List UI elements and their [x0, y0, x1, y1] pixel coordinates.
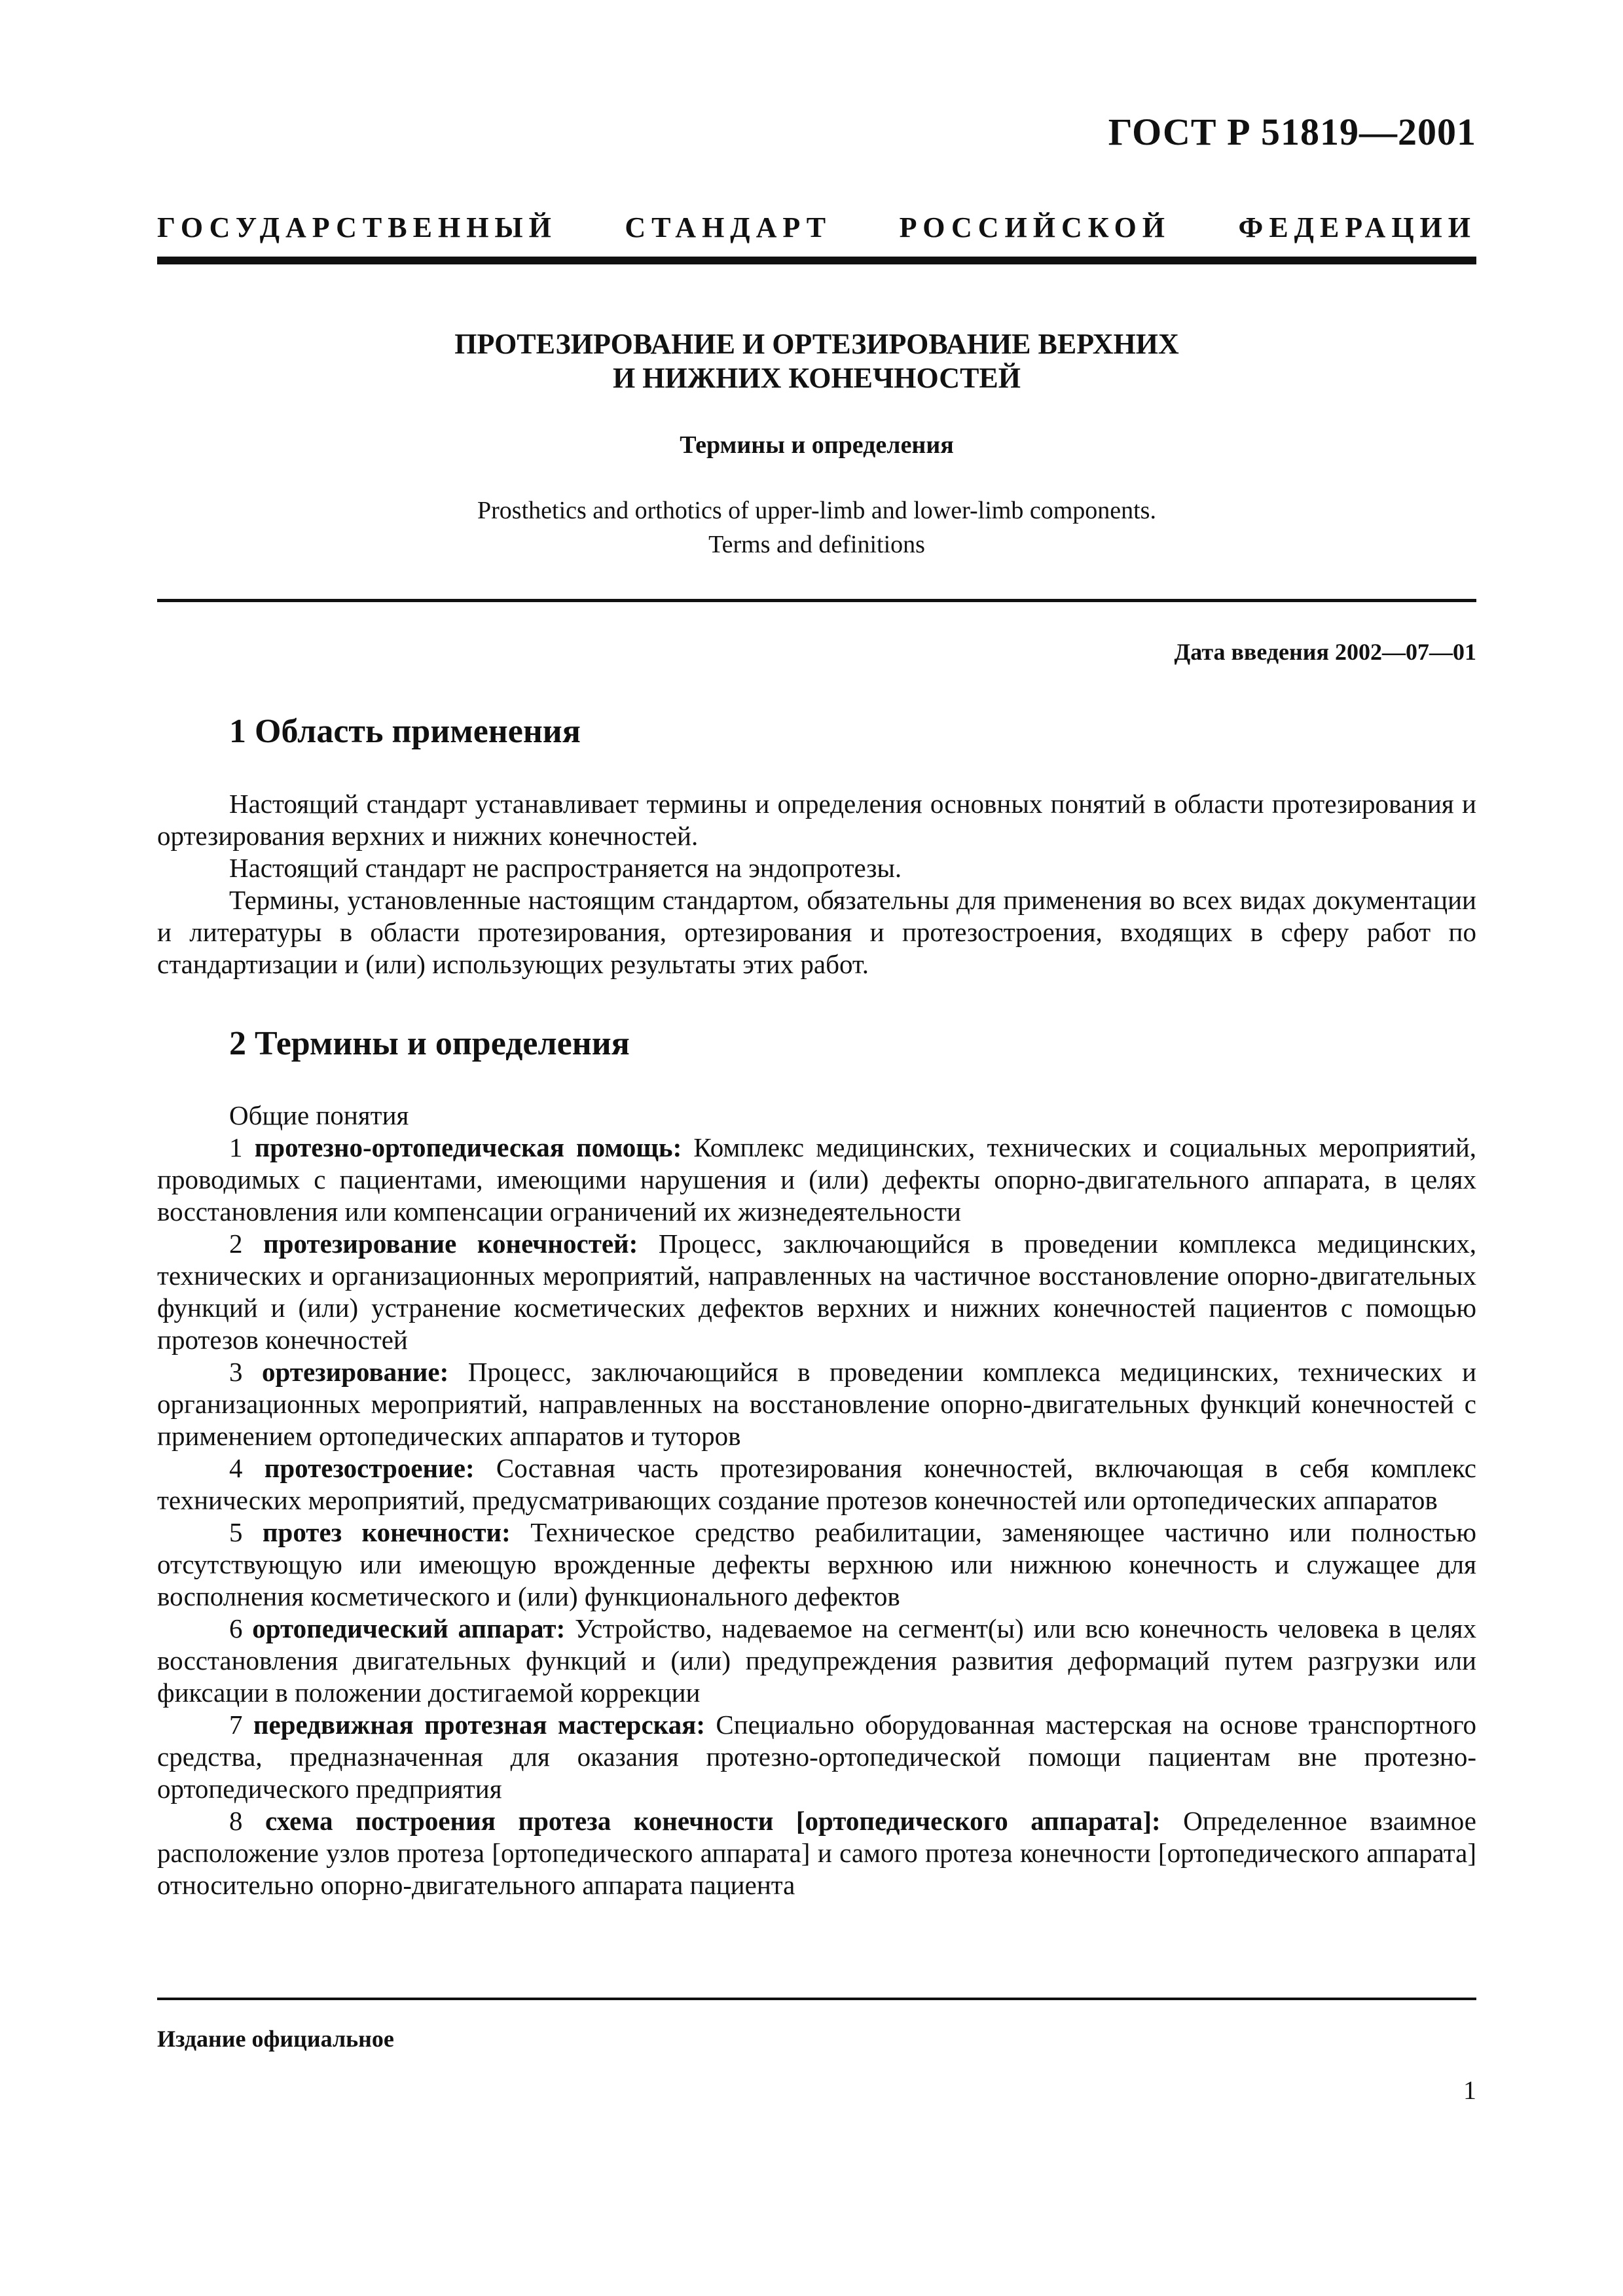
section-2-body: [157, 1100, 1476, 1901]
subtitle: Термины и определения: [680, 431, 954, 459]
term-definition: Процесс, заключающийся в проведении комплекса медицинских, технических и организационных мероприятий, направленных на восстановление опорно-двигательных функций конечностей с применением ортопедических аппаратов и туторов: [157, 1357, 1477, 1451]
english-title-line-2: Terms and definitions: [708, 531, 925, 558]
term-number: 1: [229, 1132, 243, 1162]
intro-date: Дата введения 2002—07—01: [1174, 639, 1476, 665]
term-entry: [157, 1228, 1476, 1356]
term-definition: Устройство, надеваемое на сегмент(ы) или всю конечность человека в целях восстановления двигательных функций и (или) предупреждения развития деформаций путем разгрузки или фиксации в положении достигаемой коррекции: [157, 1613, 1477, 1708]
term-number: 8: [229, 1806, 243, 1836]
term-name: протезирование конечностей:: [263, 1229, 638, 1259]
section-2-heading: 2 Термины и определения: [229, 1025, 630, 1062]
term-name: протезно-ортопедическая помощь:: [254, 1132, 682, 1162]
term-entry: [157, 1516, 1476, 1613]
term-entry: [157, 1709, 1476, 1805]
term-name: протезостроение:: [264, 1453, 475, 1483]
title-block: [157, 327, 1476, 562]
term-definition: Комплекс медицинских, технических и социальных мероприятий, проводимых с пациентами, имеющими нарушения и (или) дефекты опорно-двигательного аппарата, в целях восстановления или компенсации ограничений их жизнедеятельности: [157, 1132, 1477, 1227]
term-entry: [157, 1613, 1476, 1709]
title-rule: [157, 599, 1476, 602]
term-name: ортезирование:: [262, 1357, 449, 1387]
term-number: 4: [229, 1453, 243, 1483]
term-definition: Специально оборудованная мастерская на основе транспортного средства, предназначенная для оказания протезно-ортопедической помощи пациентам вне протезно-ортопедического предприятия: [157, 1710, 1477, 1804]
title-line-1: ПРОТЕЗИРОВАНИЕ И ОРТЕЗИРОВАНИЕ ВЕРХНИХ: [454, 328, 1179, 360]
section-1-body: [157, 788, 1476, 980]
term-definition: Определенное взаимное расположение узлов протеза [ортопедического аппарата] и самого протеза конечности [ортопедического аппарата] относительно опорно-двигательного аппарата пациента: [157, 1806, 1477, 1900]
term-entry: [157, 1356, 1476, 1452]
term-number: 6: [229, 1613, 243, 1643]
term-number: 2: [229, 1229, 243, 1259]
title-line-2: И НИЖНИХ КОНЕЧНОСТЕЙ: [613, 362, 1021, 394]
gost-number: ГОСТ Р 51819—2001: [1108, 111, 1476, 153]
term-definition: Составная часть протезирования конечностей, включающая в себя комплекс технических мероприятий, предусматривающих создание протезов конечностей или ортопедических аппаратов: [157, 1453, 1477, 1515]
official-edition: Издание официальное: [157, 2026, 394, 2052]
term-number: 5: [229, 1517, 243, 1547]
footer-rule: [157, 1998, 1476, 2000]
term-entry: [157, 1132, 1476, 1228]
term-definition: Техническое средство реабилитации, заменяющее частично или полностью отсутствующую или имеющую врожденные дефекты верхнюю или нижнюю конечность и служащее для восполнения косметического и (или) функционального дефектов: [157, 1517, 1476, 1611]
term-number: 7: [229, 1710, 243, 1740]
term-entry: [157, 1805, 1476, 1901]
group-label: Общие понятия: [229, 1100, 409, 1130]
standard-banner: ГОСУДАРСТВЕННЫЙ СТАНДАРТ РОССИЙСКОЙ ФЕДЕРАЦИИ: [157, 211, 1476, 243]
page-number: 1: [1463, 2075, 1476, 2105]
section-1-heading: 1 Область применения: [229, 713, 581, 750]
term-name: протез конечности:: [262, 1517, 511, 1547]
english-title: [157, 493, 1476, 562]
term-name: ортопедический аппарат:: [252, 1613, 566, 1643]
term-name: передвижная протезная мастерская:: [253, 1710, 705, 1740]
term-definition: Процесс, заключающийся в проведении комплекса медицинских, технических и организационных мероприятий, направленных на частичное восстановление опорно-двигательных функций и (или) устранение косметических дефектов верхних и нижних конечностей пациентов с помощью протезов конечностей: [157, 1229, 1476, 1355]
header-rule: [157, 257, 1476, 264]
section-1-paragraph: Настоящий стандарт устанавливает термины и определения основных понятий в области протезирования и ортезирования верхних и нижних конечностей.: [157, 789, 1476, 851]
english-title-line-1: Prosthetics and orthotics of upper-limb and lower-limb components.: [477, 497, 1156, 524]
term-entry: [157, 1452, 1476, 1516]
term-name: схема построения протеза конечности [ортопедического аппарата]:: [265, 1806, 1161, 1836]
section-1-paragraph: Настоящий стандарт не распространяется на эндопротезы.: [229, 853, 902, 883]
section-1-paragraph: Термины, установленные настоящим стандартом, обязательны для применения во всех видах документации и литературы в области протезирования, ортезирования и протезостроения, входящих в сферу работ по стандартизации и (или) использующих результаты этих работ.: [157, 885, 1476, 979]
term-number: 3: [229, 1357, 243, 1387]
